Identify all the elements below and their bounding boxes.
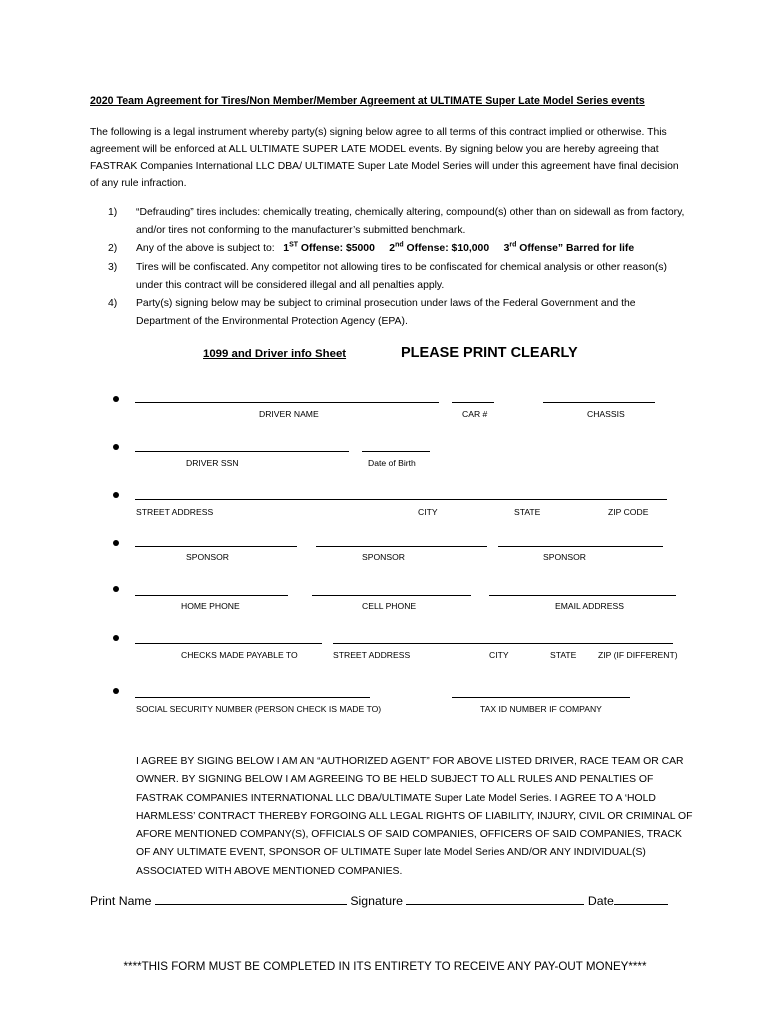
driver-ssn-label: DRIVER SSN [186,458,239,468]
print-clearly-heading: PLEASE PRINT CLEARLY [401,345,578,361]
term-text: “Defrauding” tires includes: chemically treating, chemically altering, compound(s) other than on sidewall as from factory, and/or tires not conforming to the manufacturer’s submitted benchmark. [136,207,685,237]
zip-code-label: ZIP CODE [608,507,649,517]
car-number-label: CAR # [462,409,488,419]
cell-phone-field[interactable] [312,595,471,596]
payee-street-label: STREET ADDRESS [333,650,411,660]
term-item-4 [108,295,688,331]
third-offense: 3rd Offense” Barred for life [503,241,635,255]
street-address-field[interactable] [135,499,667,500]
intro-paragraph: The following is a legal instrument whereby party(s) signing below agree to all terms of this contract implied or otherwise. This agreement will be enforced at ALL ULTIMATE SUPER LATE MODEL events. By signing below you are hereby agreeing that FASTRAK Companies International LLC DBA/ ULTIMATE Super Late Model Series will under this agreement have final decision of any rule infraction. [90,127,679,189]
state-label: STATE [514,507,541,517]
chassis-field[interactable] [543,402,655,403]
driver-ssn-field[interactable] [135,451,349,452]
checks-payable-label: CHECKS MADE PAYABLE TO [181,650,298,660]
footer-notice: ****THIS FORM MUST BE COMPLETED IN ITS ENTIRETY TO RECEIVE ANY PAY-OUT MONEY**** [123,960,647,973]
term-text: Any of the above is subject to: [136,243,275,255]
bullet-icon [113,540,119,546]
bullet-icon [113,396,119,402]
bullet-icon [113,688,119,694]
payee-ssn-label: SOCIAL SECURITY NUMBER (PERSON CHECK IS MADE TO) [136,704,382,714]
city-label: CITY [418,507,438,517]
sponsor-label-3: SPONSOR [543,552,586,562]
info-sheet-heading: 1099 and Driver info Sheet [203,348,347,360]
chassis-label: CHASSIS [587,409,625,419]
date-of-birth-field[interactable] [362,451,430,452]
term-number: 4) [108,298,118,310]
payee-state-label: STATE [550,650,577,660]
term-item-1 [108,204,688,240]
cell-phone-label: CELL PHONE [362,601,417,611]
sponsor-field-3[interactable] [498,546,663,547]
street-address-label: STREET ADDRESS [136,507,214,517]
sponsor-field-2[interactable] [316,546,487,547]
date-field[interactable] [614,894,668,905]
authorization-paragraph: I AGREE BY SIGING BELOW I AM AN “AUTHORIZED AGENT” FOR ABOVE LISTED DRIVER, RACE TEAM OR CAR OWNER. BY SIGNING BELOW I AM AGREEING TO BE HELD SUBJECT TO ALL RULES AND PENALTIES OF FASTRAK COMPANIES INTERNATIONAL LLC DBA/ULTIMATE Super Late Model Series. I AGREE TO A ‘HOLD HARMLESS’ CONTRACT THEREBY FORGOING ALL LEGAL RIGHTS OF LIABILITY, INJURY, CIVIL OR CRIMINAL OF AFORE MENTIONED COMPANY(S), OFFICIALS OF SAID COMPANIES, OFFICERS OF SAID COMPANIES, TRACK OF ANY ULTIMATE EVENT, SPONSOR OF ULTIMATE Super late Model Series AND/OR ANY INDIVIDUAL(S) ASSOCIATED WITH ABOVE MENTIONED COMPANIES. [136,756,693,877]
bullet-icon [113,444,119,450]
home-phone-label: HOME PHONE [181,601,240,611]
term-number: 3) [108,261,118,273]
signature-field[interactable] [406,894,584,905]
bullet-icon [113,492,119,498]
signature-row [90,894,690,908]
term-text: Tires will be confiscated. Any competitor not allowing tires to be confiscated for chemical analysis or other reason(s) under this contract will be considered illegal and all penalties apply. [136,261,667,291]
email-address-label: EMAIL ADDRESS [555,601,624,611]
term-text: Party(s) signing below may be subject to criminal prosecution under laws of the Federal Government and the Department of the Environmental Protection Agency (EPA). [136,298,636,328]
sponsor-label-2: SPONSOR [362,552,405,562]
tax-id-label: TAX ID NUMBER IF COMPANY [480,704,602,714]
driver-name-field[interactable] [135,402,439,403]
home-phone-field[interactable] [135,595,288,596]
payee-zip-label: ZIP (IF DIFFERENT) [598,650,678,660]
payee-ssn-field[interactable] [135,697,370,698]
email-address-field[interactable] [489,595,676,596]
sponsor-field-1[interactable] [135,546,297,547]
term-number: 2) [108,243,118,255]
date-of-birth-label: Date of Birth [368,458,416,468]
tax-id-field[interactable] [452,697,630,698]
payee-address-field[interactable] [333,643,673,644]
checks-payable-field[interactable] [135,643,322,644]
term-item-3 [108,259,688,295]
sponsor-label-1: SPONSOR [186,552,229,562]
driver-name-label: DRIVER NAME [259,409,319,419]
car-number-field[interactable] [452,402,494,403]
second-offense: 2nd Offense: $10,000 [389,241,490,255]
print-name-label: Print Name [90,894,152,908]
terms-list [108,204,688,331]
signature-label: Signature [350,894,403,908]
bullet-icon [113,586,119,592]
bullet-icon [113,635,119,641]
term-number: 1) [108,207,118,218]
date-label: Date [587,894,614,908]
first-offense: 1ST Offense: $5000 [283,241,375,255]
payee-city-label: CITY [489,650,509,660]
print-name-field[interactable] [155,894,347,905]
term-item-2 [108,240,688,258]
document-title: 2020 Team Agreement for Tires/Non Member/Member Agreement at ULTIMATE Super Late Model Series events [90,95,645,107]
